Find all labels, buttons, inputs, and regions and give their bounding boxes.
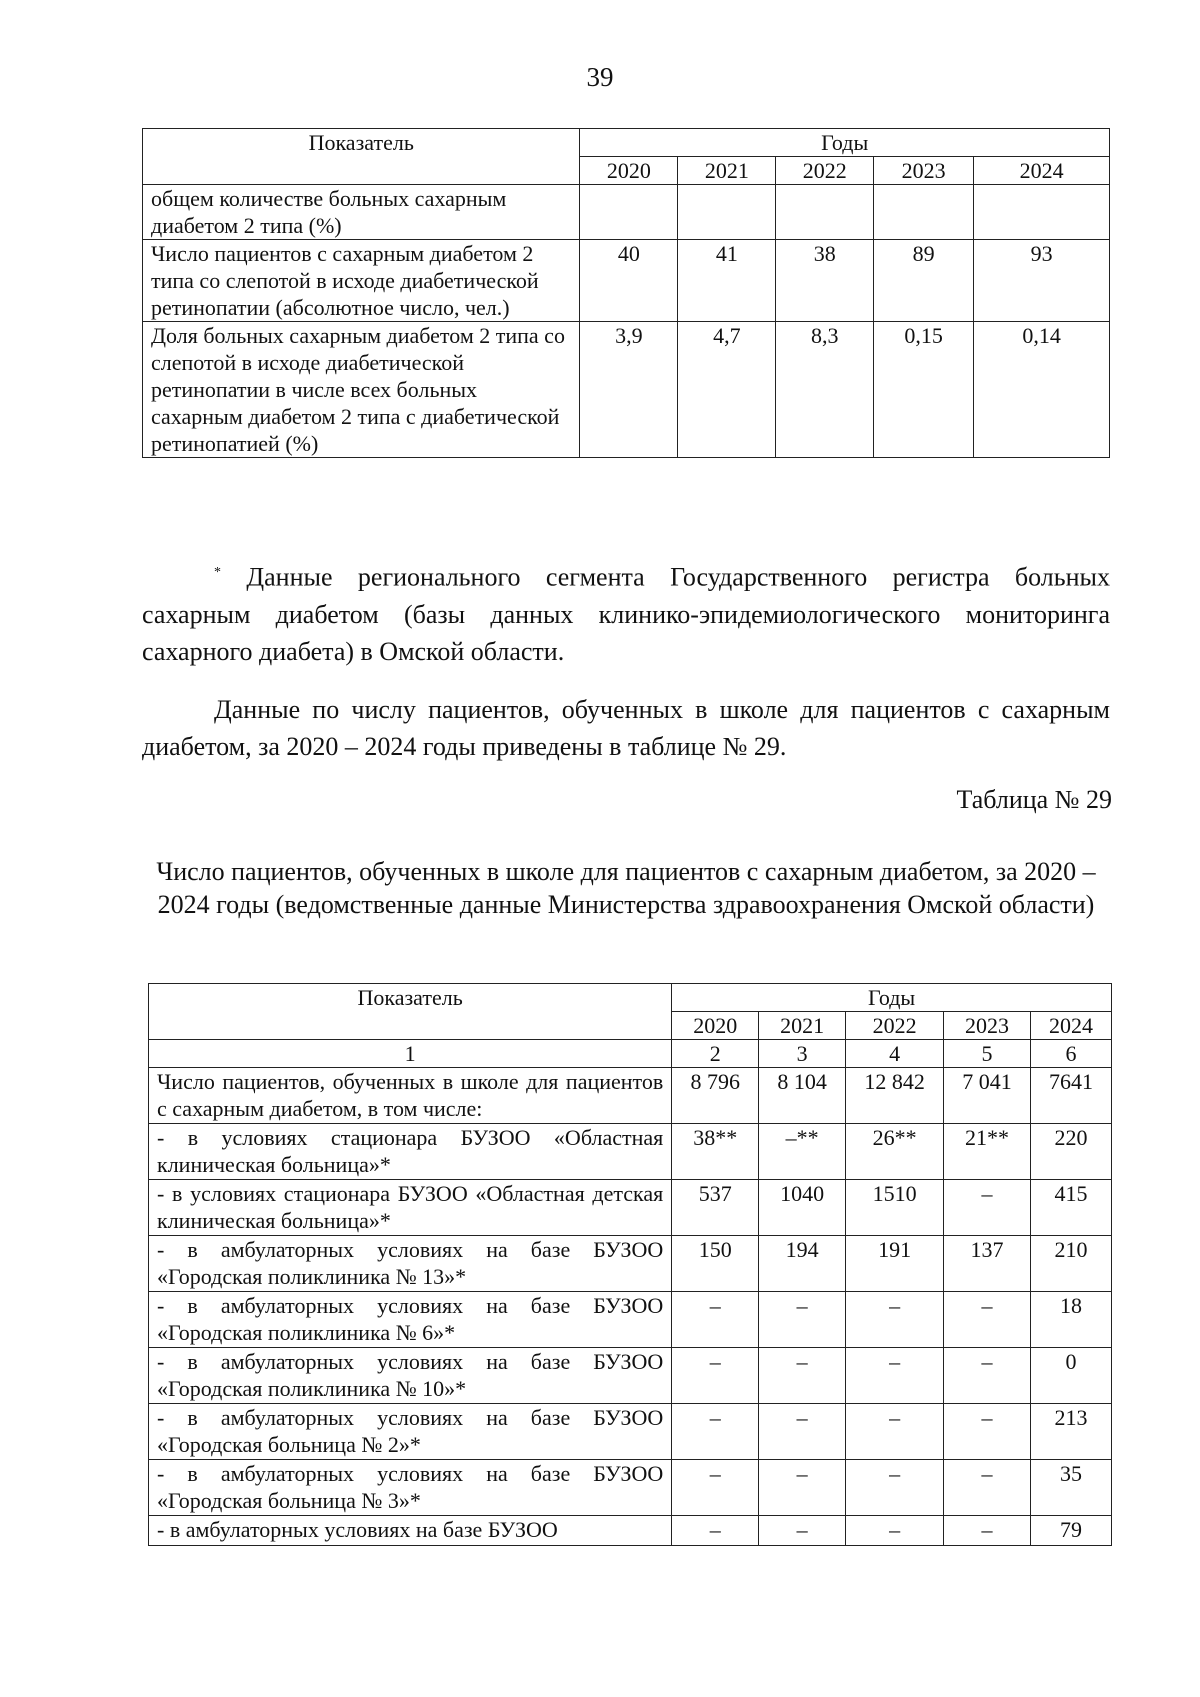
table-row <box>149 1236 1112 1292</box>
cell: 220 <box>1030 1124 1111 1180</box>
cell: – <box>672 1460 759 1516</box>
row-label: Число пациентов, обученных в школе для пациентов с сахарным диабетом, в том числе: <box>149 1068 672 1124</box>
table1-year: 2022 <box>776 157 874 185</box>
cell: 1040 <box>759 1180 846 1236</box>
cell: – <box>672 1404 759 1460</box>
cell <box>580 185 678 240</box>
table-row <box>149 1516 1112 1546</box>
row-label: - в амбулаторных условиях на базе БУЗОО «Городская поликлиника № 6»* <box>149 1292 672 1348</box>
table-row <box>143 185 1110 240</box>
cell: 79 <box>1030 1516 1111 1546</box>
cell: – <box>944 1460 1031 1516</box>
row-label: Доля больных сахарным диабетом 2 типа со слепотой в исходе диабетической ретинопатии в числе всех больных сахарным диабетом 2 типа с диабетической ретинопатией (%) <box>143 322 580 458</box>
cell: 89 <box>874 240 974 322</box>
table2-year: 2024 <box>1030 1012 1111 1040</box>
cell: 35 <box>1030 1460 1111 1516</box>
cell: 8,3 <box>776 322 874 458</box>
table1-header-years: Годы <box>580 129 1110 157</box>
cell: 213 <box>1030 1404 1111 1460</box>
intro-paragraph: Данные по числу пациентов, обученных в школе для пациентов с сахарным диабетом, за 2020 – 2024 годы приведены в таблице № 29. <box>142 695 1110 761</box>
cell: – <box>846 1404 944 1460</box>
table1-year: 2020 <box>580 157 678 185</box>
cell: – <box>944 1292 1031 1348</box>
cell: 7641 <box>1030 1068 1111 1124</box>
cell: 150 <box>672 1236 759 1292</box>
cell: 137 <box>944 1236 1031 1292</box>
cell: – <box>759 1460 846 1516</box>
table-row <box>149 1180 1112 1236</box>
table-row <box>149 1292 1112 1348</box>
row-label: - в амбулаторных условиях на базе БУЗОО «Городская больница № 2»* <box>149 1404 672 1460</box>
table2-year: 2022 <box>846 1012 944 1040</box>
table-row <box>149 1124 1112 1180</box>
cell: – <box>944 1404 1031 1460</box>
table-row <box>149 1404 1112 1460</box>
cell: – <box>672 1348 759 1404</box>
row-label: - в амбулаторных условиях на базе БУЗОО «Городская поликлиника № 13»* <box>149 1236 672 1292</box>
table-number: Таблица № 29 <box>956 785 1112 814</box>
table2-header-indicator: Показатель <box>149 984 672 1040</box>
footnote-text: Данные регионального сегмента Государственного регистра больных сахарным диабетом (базы данных клинико-эпидемиологического мониторинга сахарного диабета) в Омской области. <box>142 562 1111 666</box>
cell: 415 <box>1030 1180 1111 1236</box>
cell: 1510 <box>846 1180 944 1236</box>
cell: – <box>672 1516 759 1546</box>
cell: – <box>672 1292 759 1348</box>
cell <box>776 185 874 240</box>
cell: – <box>759 1516 846 1546</box>
cell: –** <box>759 1124 846 1180</box>
col-number: 1 <box>149 1040 672 1068</box>
cell: – <box>846 1292 944 1348</box>
table-row <box>149 1460 1112 1516</box>
row-label: Число пациентов с сахарным диабетом 2 типа со слепотой в исходе диабетической ретинопатии (абсолютное число, чел.) <box>143 240 580 322</box>
table2-year: 2023 <box>944 1012 1031 1040</box>
cell: – <box>944 1516 1031 1546</box>
table2-year: 2020 <box>672 1012 759 1040</box>
col-number: 2 <box>672 1040 759 1068</box>
cell: 537 <box>672 1180 759 1236</box>
table2-header-years: Годы <box>672 984 1112 1012</box>
cell: 3,9 <box>580 322 678 458</box>
cell: 194 <box>759 1236 846 1292</box>
col-number: 3 <box>759 1040 846 1068</box>
cell: 18 <box>1030 1292 1111 1348</box>
table-caption: Число пациентов, обученных в школе для пациентов с сахарным диабетом, за 2020 – 2024 годы (ведомственные данные Министерства здравоохранения Омской области) <box>156 857 1096 919</box>
cell: – <box>846 1460 944 1516</box>
table2-year: 2021 <box>759 1012 846 1040</box>
cell: – <box>944 1180 1031 1236</box>
table-row <box>149 1348 1112 1404</box>
cell: 93 <box>974 240 1110 322</box>
row-label: - в условиях стационара БУЗОО «Областная клиническая больница»* <box>149 1124 672 1180</box>
cell: – <box>846 1348 944 1404</box>
col-number: 6 <box>1030 1040 1111 1068</box>
cell: 12 842 <box>846 1068 944 1124</box>
cell: 8 796 <box>672 1068 759 1124</box>
page-number: 39 <box>586 62 614 92</box>
cell: 0,14 <box>974 322 1110 458</box>
cell: 38** <box>672 1124 759 1180</box>
table-row <box>149 1068 1112 1124</box>
cell: 41 <box>678 240 776 322</box>
footnote <box>142 554 1110 670</box>
cell: 8 104 <box>759 1068 846 1124</box>
cell: – <box>846 1516 944 1546</box>
row-label: - в условиях стационара БУЗОО «Областная детская клиническая больница»* <box>149 1180 672 1236</box>
cell <box>974 185 1110 240</box>
row-label: - в амбулаторных условиях на базе БУЗОО <box>149 1516 672 1546</box>
cell: 0 <box>1030 1348 1111 1404</box>
cell: – <box>759 1404 846 1460</box>
col-number: 5 <box>944 1040 1031 1068</box>
table1-year: 2021 <box>678 157 776 185</box>
cell: – <box>944 1348 1031 1404</box>
cell <box>874 185 974 240</box>
row-label: - в амбулаторных условиях на базе БУЗОО «Городская больница № 3»* <box>149 1460 672 1516</box>
table1-year: 2024 <box>974 157 1110 185</box>
cell: – <box>759 1292 846 1348</box>
table1-header-indicator: Показатель <box>143 129 580 185</box>
table1-year: 2023 <box>874 157 974 185</box>
table-row <box>143 322 1110 458</box>
cell: 7 041 <box>944 1068 1031 1124</box>
row-label: - в амбулаторных условиях на базе БУЗОО «Городская поликлиника № 10»* <box>149 1348 672 1404</box>
cell: – <box>759 1348 846 1404</box>
cell: 40 <box>580 240 678 322</box>
table-row <box>143 240 1110 322</box>
footnote-mark: * <box>214 565 221 580</box>
cell: 26** <box>846 1124 944 1180</box>
cell: 0,15 <box>874 322 974 458</box>
cell <box>678 185 776 240</box>
row-label: общем количестве больных сахарным диабетом 2 типа (%) <box>143 185 580 240</box>
table-1 <box>142 128 1110 458</box>
cell: 4,7 <box>678 322 776 458</box>
cell: 191 <box>846 1236 944 1292</box>
cell: 38 <box>776 240 874 322</box>
table-29 <box>148 983 1112 1546</box>
cell: 21** <box>944 1124 1031 1180</box>
cell: 210 <box>1030 1236 1111 1292</box>
col-number: 4 <box>846 1040 944 1068</box>
